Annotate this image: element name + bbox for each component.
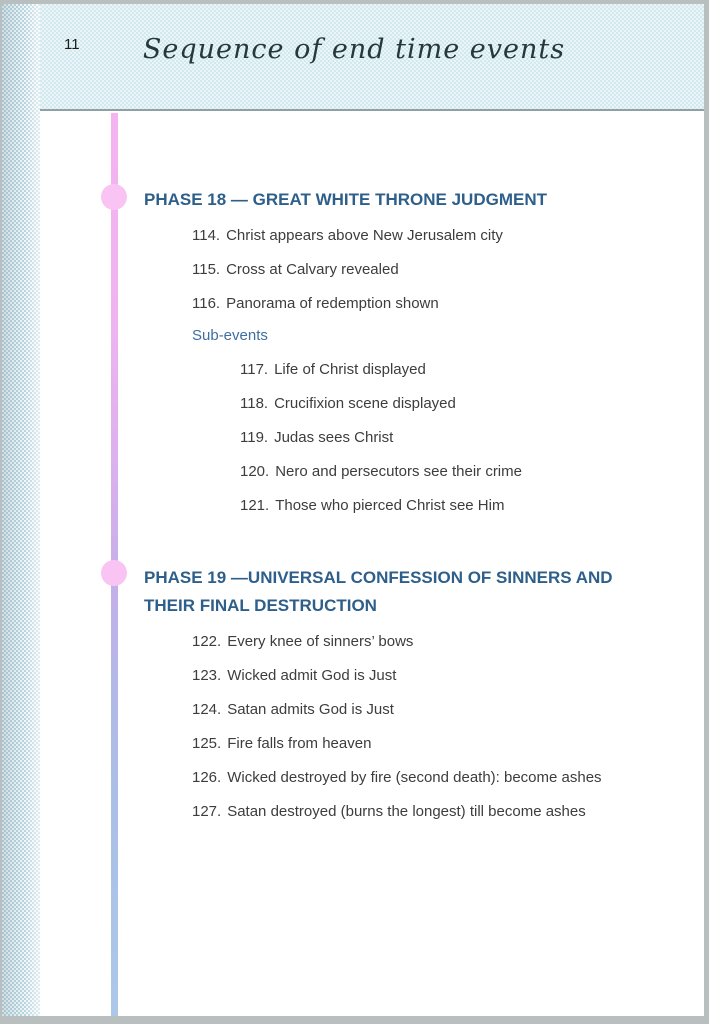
document-page	[2, 4, 704, 1016]
sub-event-item	[240, 428, 704, 448]
event-number: 115.	[192, 261, 221, 278]
event-number: 114.	[192, 227, 221, 244]
event-text: Satan destroyed (burns the longest) till become ashes	[227, 803, 586, 820]
event-number: 117.	[240, 361, 269, 378]
timeline-text	[40, 113, 704, 822]
event-text: Satan admits God is Just	[227, 701, 394, 718]
event-number: 122.	[192, 633, 222, 650]
event-text: Those who pierced Christ see Him	[275, 497, 505, 514]
event-item	[192, 666, 704, 686]
event-item	[192, 260, 704, 280]
event-text: Wicked destroyed by fire (second death): become ashes	[227, 769, 602, 786]
sub-event-item	[240, 360, 704, 380]
event-text: Cross at Calvary revealed	[226, 261, 399, 278]
event-number: 127.	[192, 803, 222, 820]
event-text: Wicked admit God is Just	[227, 667, 397, 684]
event-item	[192, 700, 704, 720]
event-item	[192, 734, 704, 754]
event-text: Fire falls from heaven	[227, 735, 372, 752]
content-area	[40, 113, 704, 1016]
event-item	[192, 294, 704, 314]
event-item	[192, 802, 704, 822]
event-number: 121.	[240, 497, 270, 514]
event-number: 126.	[192, 769, 222, 786]
event-number: 118.	[240, 395, 269, 412]
side-texture-strip	[2, 4, 40, 1016]
event-number: 123.	[192, 667, 222, 684]
event-text: Judas sees Christ	[274, 429, 394, 446]
event-text: Panorama of redemption shown	[226, 295, 439, 312]
event-item	[192, 768, 704, 788]
event-item	[192, 226, 704, 246]
event-text: Nero and persecutors see their crime	[275, 463, 522, 480]
phase-18-heading: PHASE 18 — GREAT WHITE THRONE JUDGMENT	[144, 190, 547, 209]
event-number: 125.	[192, 735, 222, 752]
page-number: 11	[64, 36, 80, 53]
event-item	[192, 632, 704, 652]
event-text: Christ appears above New Jerusalem city	[226, 227, 503, 244]
page-header	[40, 4, 704, 111]
subevents-label: Sub-events	[192, 327, 268, 344]
event-number: 120.	[240, 463, 270, 480]
event-number: 116.	[192, 295, 221, 312]
event-text: Crucifixion scene displayed	[274, 395, 456, 412]
event-number: 124.	[192, 701, 222, 718]
sub-event-item	[240, 394, 704, 414]
event-text: Life of Christ displayed	[274, 361, 426, 378]
sub-event-item	[240, 496, 704, 516]
sub-event-item	[240, 462, 704, 482]
page-title: Sequence of end time events	[142, 34, 566, 65]
event-number: 119.	[240, 429, 269, 446]
phase-19-heading: PHASE 19 —UNIVERSAL CONFESSION OF SINNERS AND THEIR FINAL DESTRUCTION	[144, 568, 613, 615]
event-text: Every knee of sinners’ bows	[227, 633, 414, 650]
